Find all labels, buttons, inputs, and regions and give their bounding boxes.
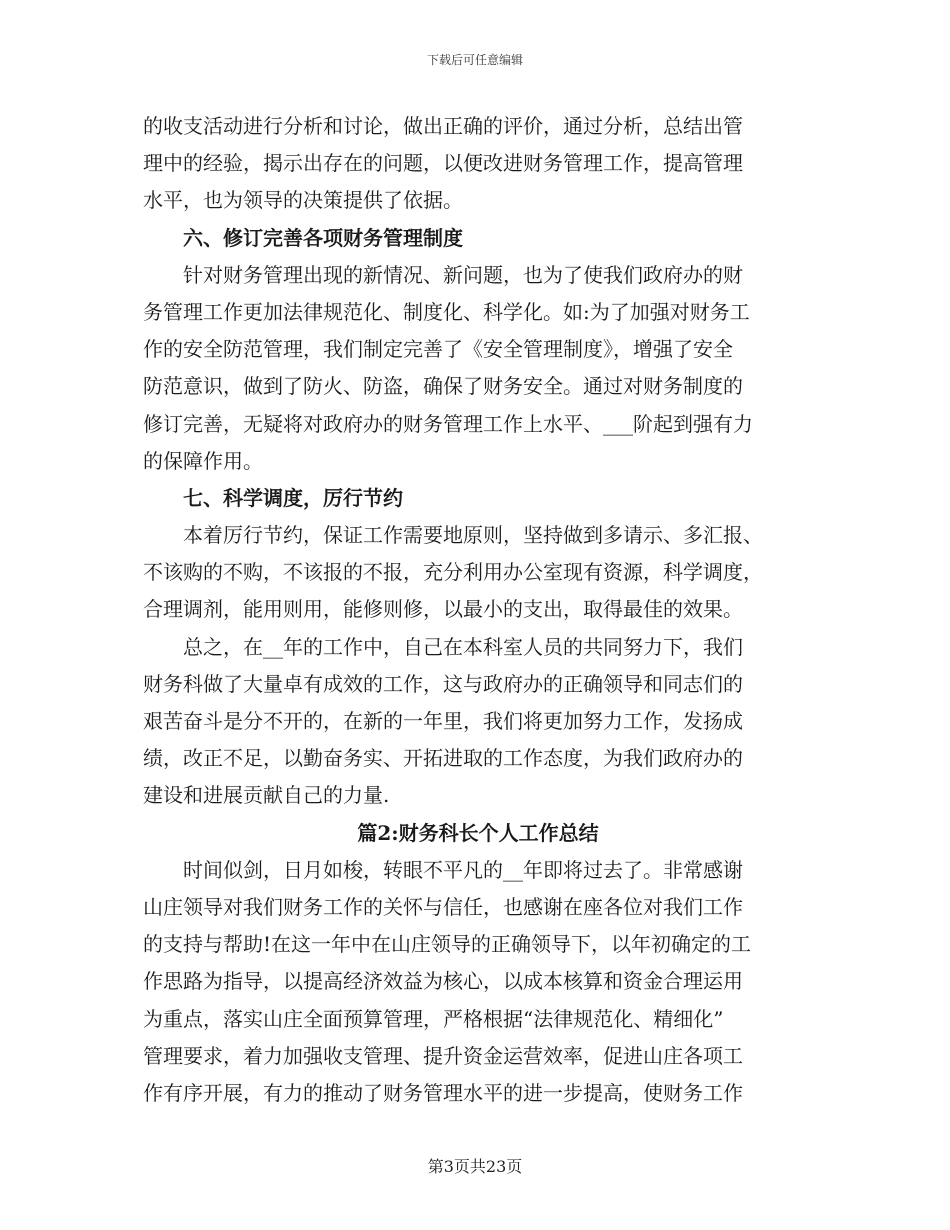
section-heading: 篇2:财务科长个人工作总结 (357, 820, 599, 845)
text-line: 管理要求，着力加强收支管理、提升资金运营效率，促进山庄各项工 (143, 1043, 743, 1068)
text-line: 理中的经验，揭示出存在的问题，以便改进财务管理工作，提高管理 (143, 151, 743, 176)
text-line: 建设和进展贡献自己的力量. (143, 783, 390, 808)
text-line: 为重点，落实山庄全面预算管理，严格根据“法律规范化、精细化” (143, 1006, 724, 1031)
text-line: 本着厉行节约，保证工作需要地原则，坚持做到多请示、多汇报、 (183, 523, 763, 548)
document-body (143, 108, 813, 1112)
page-footer: 第3页共23页 (427, 1157, 523, 1176)
text-line: 针对财务管理出现的新情况、新问题，也为了使我们政府办的财 (183, 262, 743, 287)
section-heading: 六、修订完善各项财务管理制度 (183, 225, 463, 250)
section-heading: 七、科学调度，厉行节约 (183, 485, 403, 510)
text-line: 作有序开展，有力的推动了财务管理水平的进一步提高，使财务工作 (143, 1080, 743, 1105)
text-line: 合理调剂，能用则用，能修则修，以最小的支出，取得最佳的效果。 (143, 597, 743, 622)
text-line: 的保障作用。 (143, 448, 263, 473)
text-line: 务管理工作更加法律规范化、制度化、科学化。如:为了加强对财务工 (143, 299, 750, 324)
text-line: 作思路为指导，以提高经济效益为核心，以成本核算和资金合理运用 (143, 969, 743, 994)
text-line: 财务科做了大量卓有成效的工作，这与政府办的正确领导和同志们的 (143, 671, 743, 696)
text-line: 水平，也为领导的决策提供了依据。 (143, 188, 463, 213)
text-line: 防范意识，做到了防火、防盗，确保了财务安全。通过对财务制度的 (143, 374, 743, 399)
text-line: 绩，改正不足，以勤奋务实、开拓进取的工作态度，为我们政府办的 (143, 746, 743, 771)
text-line: 不该购的不购，不该报的不报，充分利用办公室现有资源，科学调度， (143, 560, 763, 585)
text-line: 作的安全防范管理，我们制定完善了《安全管理制度》，增强了安全 (143, 337, 733, 362)
text-line: 时间似剑，日月如梭，转眼不平凡的__年即将过去了。非常感谢 (183, 857, 743, 882)
text-line: 总之，在__年的工作中，自己在本科室人员的共同努力下，我们 (183, 634, 743, 659)
text-line: 的收支活动进行分析和讨论，做出正确的评价，通过分析，总结出管 (143, 114, 743, 138)
text-line: 的支持与帮助!在这一年中在山庄领导的正确领导下，以年初确定的工 (143, 932, 752, 957)
text-line: 山庄领导对我们财务工作的关怀与信任，也感谢在座各位对我们工作 (143, 894, 743, 919)
text-line: 修订完善，无疑将对政府办的财务管理工作上水平、___阶起到强有力 (143, 411, 753, 436)
text-line: 艰苦奋斗是分不开的，在新的一年里，我们将更加努力工作，发扬成 (143, 709, 743, 733)
page-header: 下载后可任意编辑 (426, 53, 523, 67)
